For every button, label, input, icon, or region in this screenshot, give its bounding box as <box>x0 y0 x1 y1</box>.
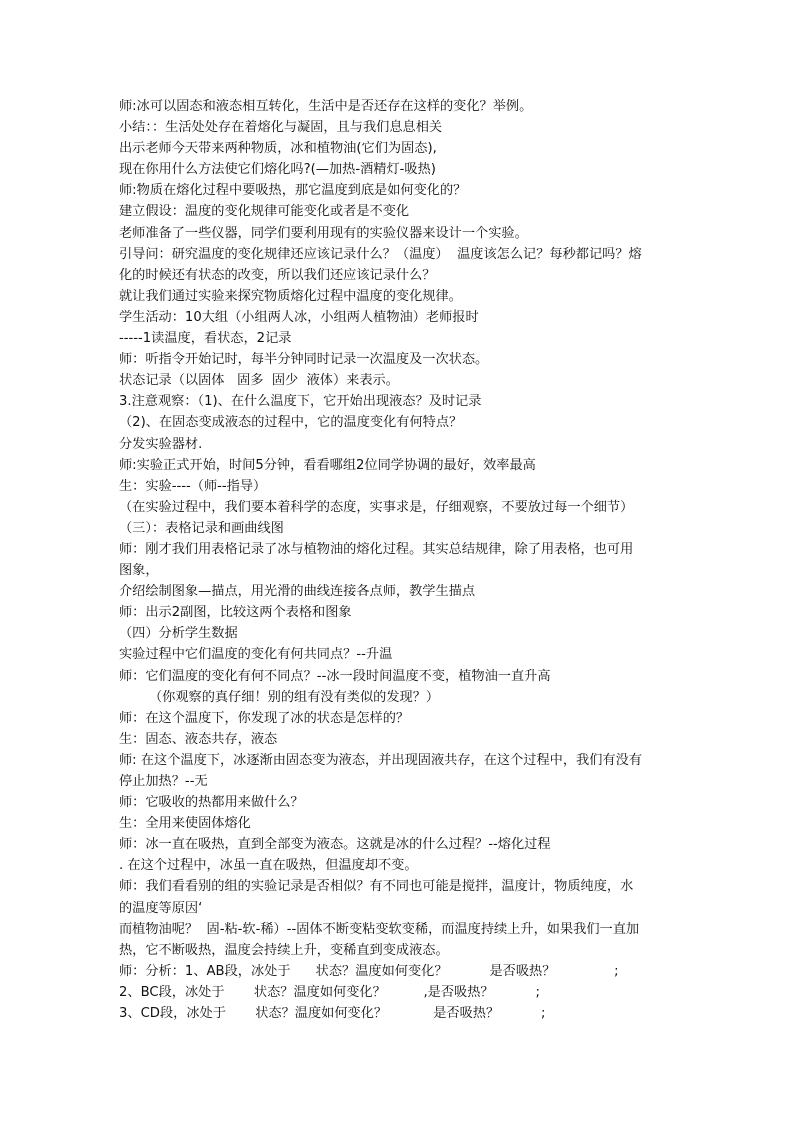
text-line: 3.注意观察：（1)、在什么温度下，它开始出现液态？及时记录 <box>119 394 482 410</box>
text-line: 生：实验----（师--指导） <box>119 478 267 494</box>
text-line: 老师准备了一些仪器，同学们要利用现有的实验仪器来设计一个实验。 <box>119 225 528 241</box>
text-line: 的温度等原因‘ <box>119 900 203 916</box>
text-line: . 在这个过程中，冰虽一直在吸热，但温度却不变。 <box>119 858 418 874</box>
text-line: 师：它吸收的热都用来做什么？ <box>119 795 304 811</box>
text-line: 师:物质在熔化过程中要吸热，那它温度到底是如何变化的？ <box>119 183 467 199</box>
text-line: 师：它们温度的变化有何不同点？--冰一段时间温度不变，植物油一直升高 <box>119 668 551 684</box>
text-line: 现在你用什么方法使它们熔化吗?(—加热-酒精灯-吸热) <box>119 162 436 178</box>
text-line: 生：全用来使固体熔化 <box>119 816 251 832</box>
text-line: 师:实验正式开始，时间5分钟，看看哪组2位同学协调的最好，效率最高 <box>119 457 536 473</box>
text-line: 3、CD段，冰处于 状态？温度如何变化？ 是否吸热？ ; <box>119 1006 546 1022</box>
text-line: 状态记录（以固体 固多 固少 液体）来表示。 <box>119 373 399 389</box>
text-line: 师：出示2副图，比较这两个表格和图象 <box>119 605 352 621</box>
text-line: 引导问：研究温度的变化规律还应该记录什么？（温度） 温度该怎么记？每秒都记吗？熔 <box>119 246 642 262</box>
text-line: 师: 在这个温度下，冰逐渐由固态变为液态，并出现固液共存，在这个过程中，我们有没有 <box>119 752 642 768</box>
text-line: （2)、在固态变成液态的过程中，它的温度变化有何特点？ <box>119 415 463 431</box>
text-line: 生：固态、液态共存，液态 <box>119 731 278 747</box>
text-line: 师：分析：1、AB段，冰处于 状态？温度如何变化？ 是否吸热？ ; <box>119 963 619 979</box>
text-line: 师：我们看看别的组的实验记录是否相似？有不同也可能是搅拌，温度计，物质纯度，水 <box>119 879 634 895</box>
text-line: 师：听指令开始记时，每半分钟同时记录一次温度及一次状态。 <box>119 352 489 368</box>
text-line: 介绍绘制图象—描点，用光滑的曲线连接各点师，教学生描点 <box>119 584 476 600</box>
section-heading: （三）：表格记录和画曲线图 <box>119 520 284 536</box>
text-line: 学生活动：10大组（小组两人冰，小组两人植物油）老师报时 <box>119 309 479 325</box>
text-line: 分发实验器材. <box>119 436 203 452</box>
text-line: 图象， <box>119 563 159 579</box>
text-line: 建立假设：温度的变化规律可能变化或者是不变化 <box>119 204 410 220</box>
text-line: 而植物油呢？ 固-粘-软-稀）--固体不断变粘变软变稀，而温度持续上升，如果我们一直加 <box>119 921 640 937</box>
text-line: 师:冰可以固态和液态相互转化，生活中是否还存在这样的变化？举例。 <box>119 99 533 114</box>
text-line: 热，它不断吸热，温度会持续上升，变稀直到变成液态。 <box>119 942 449 958</box>
text-line: 化的时候还有状态的改变，所以我们还应该记录什么？ <box>119 267 436 283</box>
text-line: （在实验过程中，我们要本着科学的态度，实事求是，仔细观察，不要放过每一个细节） <box>119 499 634 515</box>
text-line: （你观察的真仔细！别的组有没有类似的发现？） <box>149 689 440 705</box>
section-heading: （四）分析学生数据 <box>119 626 238 642</box>
text-line: 师：冰一直在吸热，直到全部变为液态。这就是冰的什么过程？--熔化过程 <box>119 837 551 853</box>
text-line: 师：在这个温度下，你发现了冰的状态是怎样的？ <box>119 710 410 726</box>
document-body <box>119 96 679 1024</box>
text-line: 小结：：生活处处存在着熔化与凝固，且与我们息息相关 <box>119 120 443 136</box>
text-line: -----1读温度，看状态，2记录 <box>119 331 292 347</box>
text-line: 停止加热？--无 <box>119 774 208 789</box>
text-line: 就让我们通过实验来探究物质熔化过程中温度的变化规律。 <box>119 288 462 304</box>
text-line: 2、BC段，冰处于 状态？温度如何变化？ ,是否吸热？ ; <box>119 984 540 1000</box>
text-line: 出示老师今天带来两种物质，冰和植物油(它们为固态), <box>119 141 437 157</box>
text-line: 师：刚才我们用表格记录了冰与植物油的熔化过程。其实总结规律，除了用表格，也可用 <box>119 541 634 557</box>
text-line: 实验过程中它们温度的变化有何共同点？--升温 <box>119 647 393 663</box>
